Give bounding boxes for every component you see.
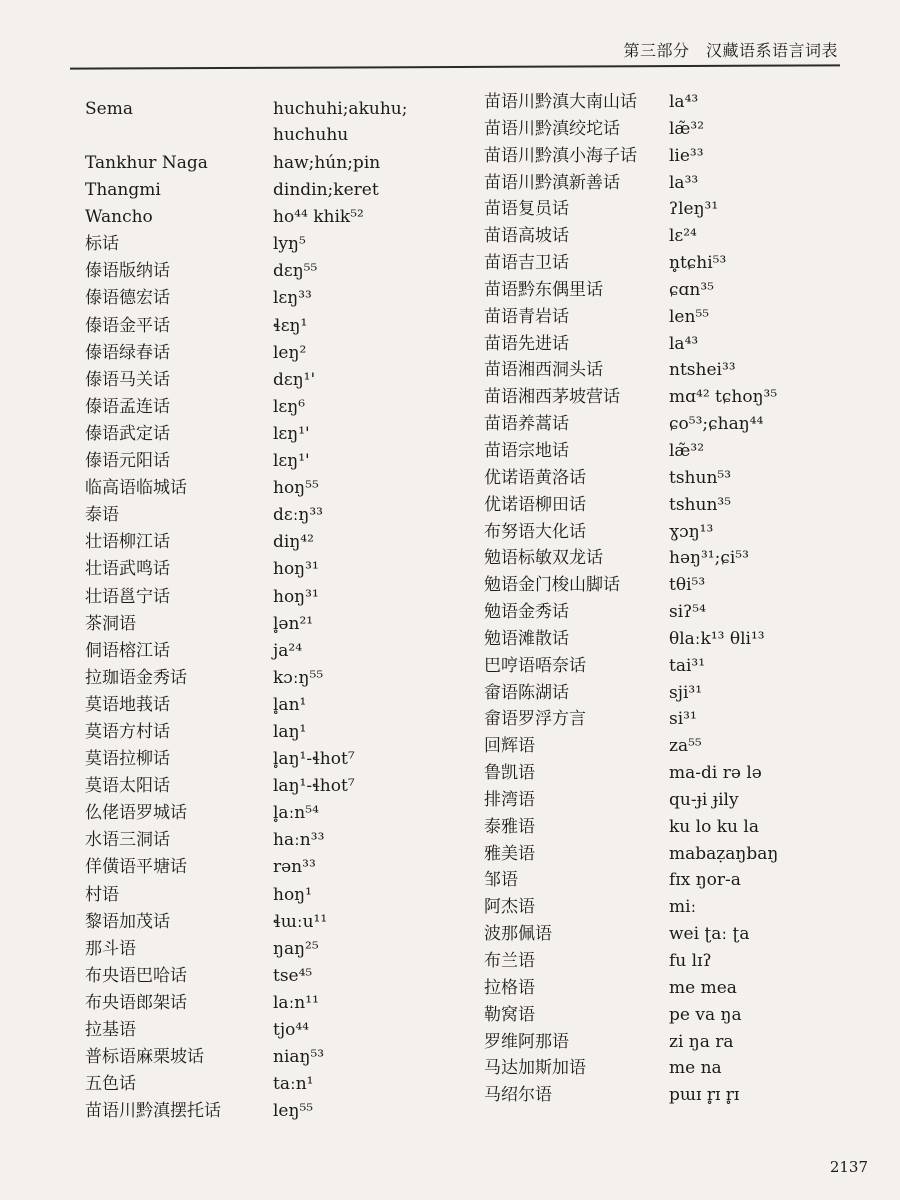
language-name: 雅美语	[484, 843, 535, 864]
language-name: 苗语高坡话	[484, 226, 569, 247]
word-entry-row	[484, 572, 884, 599]
language-name: 布央语巴哈话	[85, 965, 187, 986]
word-entry-row	[85, 475, 485, 502]
running-header: 第三部分 汉藏语系语言词表	[623, 41, 838, 60]
word-entry-row	[484, 1055, 884, 1082]
word-entry-row	[85, 367, 485, 394]
language-name: 傣语德宏话	[85, 288, 170, 309]
word-entry-row	[85, 150, 485, 177]
word-entry-row	[85, 1071, 485, 1098]
language-name: Sema	[85, 99, 133, 119]
word-entry-row	[85, 638, 485, 665]
word-form: ŋaŋ²⁵	[273, 938, 319, 959]
word-form: wei ʈaː ʈa	[669, 924, 750, 945]
word-entry-row	[484, 948, 884, 975]
word-form: lie³³	[669, 145, 704, 166]
word-entry-row	[484, 170, 884, 197]
word-form: pe va ŋa	[669, 1004, 742, 1025]
header-rule	[70, 64, 840, 69]
language-name: 勉语标敏双龙话	[484, 548, 603, 569]
word-entry-row	[85, 448, 485, 475]
language-name: 壮语邕宁话	[85, 586, 170, 607]
word-form: laːn¹¹	[273, 992, 319, 1013]
word-form: leŋ²	[273, 342, 307, 363]
language-name: Thangmi	[85, 180, 161, 201]
word-entry-row	[85, 611, 485, 638]
word-form: taːn¹	[273, 1074, 314, 1095]
language-name: 傣语版纳话	[85, 261, 170, 282]
language-name: 勉语金秀话	[484, 602, 569, 623]
language-name: 布努语大化话	[484, 521, 586, 542]
word-form: lyŋ⁵	[273, 234, 306, 255]
word-entry-row	[484, 116, 884, 143]
word-form: rən³³	[273, 857, 316, 878]
word-form: lɛŋ¹'	[273, 451, 310, 472]
word-form: me mea	[669, 977, 737, 998]
language-name: 苗语川黔滇绞坨话	[484, 118, 620, 139]
word-entry-row	[484, 599, 884, 626]
word-form: laŋ¹	[273, 721, 307, 742]
word-entry-row	[85, 258, 485, 285]
word-entry-row	[85, 96, 485, 150]
language-name: 阿杰语	[484, 897, 535, 918]
word-form: ku lo ku la	[669, 816, 759, 837]
word-form: tai³¹	[669, 655, 706, 676]
language-name: 拉珈语金秀话	[85, 667, 187, 688]
word-form: ntshei³³	[669, 360, 736, 381]
word-form: mɑ⁴² tɕhoŋ³⁵	[669, 387, 778, 408]
word-entry-row	[484, 304, 884, 331]
word-form: fu lɪʔ	[669, 951, 712, 971]
language-name: 波那佩语	[484, 924, 552, 945]
word-form: ma-di rə lə	[669, 763, 762, 784]
word-entry-row	[484, 894, 884, 921]
word-entry-row	[484, 465, 884, 492]
word-entry-row	[85, 1098, 485, 1125]
word-form: len⁵⁵	[669, 306, 710, 327]
word-form: haw;hún;pin	[273, 153, 381, 173]
word-form: dindin;keret	[273, 180, 379, 201]
language-name: 马达加斯加语	[484, 1058, 586, 1079]
word-form: l̥an¹	[273, 694, 307, 715]
word-entry-row	[85, 529, 485, 556]
word-entry-row	[85, 990, 485, 1017]
word-entry-row	[85, 1044, 485, 1071]
language-name: 傣语绿春话	[85, 342, 170, 363]
word-form: haːn³³	[273, 830, 325, 851]
language-name: 苗语养蒿话	[484, 414, 569, 435]
word-form: fɪx ŋor-a	[669, 870, 741, 891]
language-name: 畲语罗浮方言	[484, 709, 586, 730]
word-form: zi ŋa ra	[669, 1031, 734, 1052]
language-name: 排湾语	[484, 789, 535, 810]
language-name: 畲语陈湖话	[484, 682, 569, 703]
language-name: 布兰语	[484, 951, 535, 971]
word-form: qu-ɟi ɟily	[669, 789, 739, 810]
word-entry-row	[85, 963, 485, 990]
word-entry-row	[484, 411, 884, 438]
word-form: tshun³⁵	[669, 494, 732, 515]
language-name: 黎语加茂话	[85, 911, 170, 932]
word-form: læ̃³²	[669, 440, 705, 461]
word-entry-row	[85, 827, 485, 854]
word-entry-row	[85, 854, 485, 881]
word-form: hoŋ¹	[273, 884, 312, 905]
word-form: sji³¹	[669, 682, 703, 703]
word-form: l̥ən²¹	[273, 613, 314, 634]
language-name: 拉基语	[85, 1020, 136, 1040]
language-name: 临高语临城话	[85, 478, 187, 499]
language-name: 勉语金门梭山脚话	[484, 575, 620, 596]
word-form: siʔ⁵⁴	[669, 602, 706, 623]
word-form: mabaẓaŋbaŋ	[669, 843, 779, 864]
word-entry-row	[484, 1029, 884, 1056]
language-name: 那斗语	[85, 938, 136, 959]
language-name: 茶洞语	[85, 613, 136, 634]
word-form: l̥aːn⁵⁴	[273, 803, 319, 824]
word-entry-row	[484, 921, 884, 948]
word-entry-row	[484, 384, 884, 411]
word-form: tse⁴⁵	[273, 965, 313, 986]
word-form: leŋ⁵⁵	[273, 1101, 314, 1122]
word-form: ɕo⁵³;ɕhaŋ⁴⁴	[669, 414, 764, 435]
word-entry-row	[484, 706, 884, 733]
word-entry-row	[484, 143, 884, 170]
language-name: 马绍尔语	[484, 1085, 552, 1106]
word-form: za⁵⁵	[669, 736, 702, 757]
word-entry-row	[85, 502, 485, 529]
word-entry-row	[484, 1082, 884, 1109]
right-column	[484, 89, 884, 1109]
word-entry-row	[85, 800, 485, 827]
word-form: laŋ¹-ɬhot⁷	[273, 776, 355, 797]
word-form: ho⁴⁴ khik⁵²	[273, 207, 364, 228]
word-form: lɛŋ⁶	[273, 396, 306, 417]
language-name: Wancho	[85, 207, 153, 228]
word-entry-row	[484, 519, 884, 546]
word-form: dɛŋ¹'	[273, 369, 316, 390]
word-form: tθi⁵³	[669, 575, 706, 596]
word-entry-row	[484, 1002, 884, 1029]
word-entry-row	[85, 719, 485, 746]
language-name: 标话	[85, 234, 119, 255]
word-entry-row	[484, 787, 884, 814]
word-entry-row	[85, 204, 485, 231]
word-form: tshun⁵³	[669, 467, 732, 488]
language-name: 傣语孟连话	[85, 396, 170, 417]
word-form: la⁴³	[669, 333, 699, 354]
word-form: diŋ⁴²	[273, 532, 314, 553]
word-entry-row	[484, 653, 884, 680]
page-number: 2137	[829, 1158, 868, 1176]
word-entry-row	[484, 331, 884, 358]
word-entry-row	[85, 746, 485, 773]
word-form: læ̃³²	[669, 118, 705, 139]
language-name: 布央语郎架话	[85, 992, 187, 1013]
language-name: 莫语拉柳话	[85, 749, 170, 770]
word-form: dɛŋ⁵⁵	[273, 261, 318, 282]
word-entry-row	[484, 223, 884, 250]
word-entry-row	[85, 882, 485, 909]
word-form: la³³	[669, 172, 699, 193]
word-form: ɬɛŋ¹	[273, 315, 308, 336]
language-name: 勒窝语	[484, 1004, 535, 1025]
word-form: n̥tɕhi⁵³	[669, 253, 727, 274]
left-column	[85, 96, 485, 1125]
language-name: 苗语湘西茅坡营话	[484, 387, 620, 408]
word-entry-row	[484, 814, 884, 841]
word-form: tjo⁴⁴	[273, 1020, 309, 1040]
word-form: huchuhi;akuhu; huchuhu	[273, 99, 408, 145]
word-entry-row	[85, 936, 485, 963]
language-name: 苗语川黔滇大南山话	[484, 92, 637, 112]
word-form: kɔːŋ⁵⁵	[273, 667, 324, 688]
language-name: 苗语复员话	[484, 199, 569, 220]
language-name: 回辉语	[484, 736, 535, 757]
word-form: lɛŋ¹'	[273, 423, 310, 444]
language-name: 苗语湘西洞头话	[484, 360, 603, 381]
language-name: 壮语柳江话	[85, 532, 170, 553]
language-name: 五色话	[85, 1074, 136, 1095]
language-name: 拉格语	[484, 977, 535, 998]
word-entry-row	[85, 231, 485, 258]
word-form: la⁴³	[669, 92, 699, 112]
word-entry-row	[85, 177, 485, 204]
language-name: 苗语宗地话	[484, 440, 569, 461]
word-entry-row	[85, 285, 485, 312]
word-entry-row	[85, 394, 485, 421]
word-form: θlaːk¹³ θli¹³	[669, 628, 765, 649]
language-name: 侗语榕江话	[85, 640, 170, 661]
word-entry-row	[484, 867, 884, 894]
language-name: 傣语武定话	[85, 423, 170, 444]
word-entry-row	[85, 773, 485, 800]
language-name: 壮语武鸣话	[85, 559, 170, 580]
word-entry-row	[85, 584, 485, 611]
word-entry-row	[85, 313, 485, 340]
word-form: ɬɯːu¹¹	[273, 911, 328, 932]
word-entry-row	[85, 692, 485, 719]
language-name: 苗语吉卫话	[484, 253, 569, 274]
word-entry-row	[484, 89, 884, 116]
language-name: 苗语川黔滇摆托话	[85, 1101, 221, 1122]
word-entry-row	[85, 421, 485, 448]
word-entry-row	[85, 1017, 485, 1044]
word-entry-row	[484, 626, 884, 653]
language-name: 苗语川黔滇小海子话	[484, 145, 637, 166]
language-name: 村语	[85, 884, 119, 905]
word-form: hoŋ³¹	[273, 586, 319, 607]
word-form: me na	[669, 1058, 722, 1079]
language-name: 优诺语柳田话	[484, 494, 586, 515]
word-form: lɛ²⁴	[669, 226, 697, 247]
word-entry-row	[85, 556, 485, 583]
language-name: 邹语	[484, 870, 518, 891]
language-name: Tankhur Naga	[85, 153, 208, 173]
word-entry-row	[484, 975, 884, 1002]
language-name: 傣语金平话	[85, 315, 170, 336]
word-entry-row	[484, 438, 884, 465]
word-entry-row	[484, 357, 884, 384]
language-name: 优诺语黄洛话	[484, 467, 586, 488]
word-entry-row	[484, 760, 884, 787]
word-form: ɕɑn³⁵	[669, 279, 714, 300]
language-name: 泰语	[85, 505, 119, 526]
word-entry-row	[484, 545, 884, 572]
language-name: 傣语元阳话	[85, 451, 170, 472]
word-form: dɛːŋ³³	[273, 505, 323, 526]
language-name: 泰雅语	[484, 816, 535, 837]
word-form: ʔleŋ³¹	[669, 199, 719, 220]
language-name: 巴哼语唔奈话	[484, 655, 586, 676]
word-form: l̥aŋ¹-ɬhot⁷	[273, 749, 355, 770]
language-name: 罗维阿那语	[484, 1031, 569, 1052]
language-name: 水语三洞话	[85, 830, 170, 851]
language-name: 鲁凯语	[484, 763, 535, 784]
word-form: niaŋ⁵³	[273, 1047, 325, 1068]
word-form: ja²⁴	[273, 640, 303, 661]
word-form: miː	[669, 897, 697, 918]
language-name: 苗语先进话	[484, 333, 569, 354]
language-name: 仫佬语罗城话	[85, 803, 187, 824]
language-name: 莫语地莪话	[85, 694, 170, 715]
word-form: ɣɔŋ¹³	[669, 521, 714, 542]
language-name: 莫语太阳话	[85, 776, 170, 797]
language-name: 普标语麻栗坡话	[85, 1047, 204, 1068]
word-form: hoŋ⁵⁵	[273, 478, 319, 499]
word-form: lɛŋ³³	[273, 288, 312, 309]
word-entry-row	[484, 196, 884, 223]
word-form: hoŋ³¹	[273, 559, 319, 580]
word-form: həŋ³¹;ɕi⁵³	[669, 548, 749, 569]
word-entry-row	[85, 909, 485, 936]
language-name: 苗语川黔滇新善话	[484, 172, 620, 193]
word-entry-row	[484, 492, 884, 519]
word-entry-row	[85, 340, 485, 367]
language-name: 苗语黔东偶里话	[484, 279, 603, 300]
word-entry-row	[484, 841, 884, 868]
word-entry-row	[484, 680, 884, 707]
language-name: 勉语滩散话	[484, 628, 569, 649]
word-form: si³¹	[669, 709, 697, 730]
language-name: 苗语青岩话	[484, 306, 569, 327]
language-name: 莫语方村话	[85, 721, 170, 742]
word-form: pɯɪ r̥ɪ r̥ɪ	[669, 1085, 740, 1106]
word-entry-row	[484, 250, 884, 277]
word-entry-row	[484, 277, 884, 304]
language-name: 傣语马关话	[85, 369, 170, 390]
language-name: 佯僙语平塘话	[85, 857, 187, 878]
word-entry-row	[484, 733, 884, 760]
word-entry-row	[85, 665, 485, 692]
